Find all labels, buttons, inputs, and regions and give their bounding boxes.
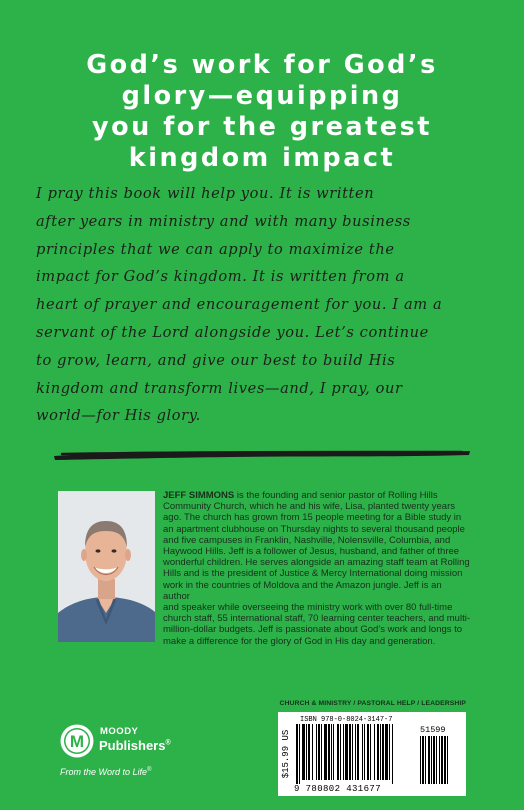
- barcode-bar: [331, 724, 332, 780]
- bio-text: church staff, 55 international staff, 70 learning center teachers, and multi-: [163, 613, 470, 625]
- addon-bar: [439, 736, 440, 784]
- barcode-bar: [296, 724, 298, 784]
- barcode-bar: [357, 724, 359, 780]
- quote-line: servant of the Lord alongside you. Let’s continue: [36, 323, 429, 341]
- barcode-bar: [370, 724, 371, 780]
- quote-line: to grow, learn, and give our best to build His: [36, 351, 396, 369]
- addon-bar: [425, 736, 426, 784]
- barcode-bar: [362, 724, 363, 780]
- bio-text: is the founding and senior pastor of Rolling Hills: [234, 490, 438, 501]
- barcode-bar: [299, 724, 300, 784]
- barcode-bar: [355, 724, 356, 780]
- category-label: CHURCH & MINISTRY / PASTORAL HELP / LEADERSHIP: [279, 700, 466, 707]
- addon-bar: [422, 736, 424, 784]
- barcode-bar: [318, 724, 320, 780]
- author-bio: [163, 490, 471, 647]
- barcode-area: [278, 712, 466, 796]
- quote-line: impact for God’s kingdom. It is written from a: [36, 268, 405, 286]
- bio-text: an apartment clubhouse on Thursday nights to several thousand people: [163, 523, 465, 535]
- bio-text: work in the countries of Moldova and the Amazon jungle. Jeff is an author: [163, 579, 442, 602]
- publisher-name-text: Publishers: [99, 738, 166, 753]
- headline-line: you for the greatest: [92, 112, 432, 142]
- addon-bar: [436, 736, 437, 784]
- barcode-bar: [302, 724, 305, 780]
- quote-line: I pray this book will help you. It is written: [36, 185, 375, 202]
- publisher-name-bottom: [99, 738, 171, 753]
- barcode-bar: [333, 724, 334, 780]
- bio-text: and five campuses in Franklin, Nashville, Nolensville, Columbia, and: [163, 534, 451, 546]
- bio-text: Community Church, which he and his wife, Lisa, planted twenty years: [163, 501, 455, 513]
- barcode-bar: [337, 724, 339, 780]
- author-name: JEFF SIMMONS: [163, 490, 235, 501]
- addon-bar: [441, 736, 443, 784]
- bio-text: million-dollar budgets. Jeff is passionate about God’s work and longs to: [163, 624, 463, 636]
- quote-line: principles that we can apply to maximize the: [36, 240, 395, 258]
- tagline-text: From the Word to Life: [60, 767, 148, 777]
- trademark: ®: [165, 739, 171, 747]
- barcode-bar: [340, 724, 341, 780]
- headline-line: kingdom impact: [128, 143, 396, 173]
- price-text: $15.99 US: [281, 729, 291, 779]
- barcode-bar: [321, 724, 322, 780]
- moody-m-logo-icon: [60, 724, 94, 758]
- barcode-number: 9 780802 431677: [294, 784, 382, 794]
- barcode-bar: [392, 724, 393, 784]
- tagline-mark: ®: [147, 767, 152, 773]
- bio-text: ago. The church has grown from 15 people meeting for a Bible study in: [163, 512, 462, 524]
- publisher-logo: [60, 722, 220, 790]
- barcode-bar: [345, 724, 348, 780]
- barcode-bar: [328, 724, 330, 780]
- quote-line: world—for His glory.: [36, 407, 201, 425]
- publisher-name-top: MOODY: [100, 726, 139, 737]
- bio-text: Hills and is the president of Justice & Mercy International doing mission: [163, 568, 463, 580]
- publisher-tagline: [60, 767, 151, 777]
- logo-letter: M: [69, 732, 85, 751]
- price-label: [279, 722, 293, 786]
- barcode-bar: [343, 724, 344, 780]
- barcode-bar: [377, 724, 379, 780]
- addon-bar: [420, 736, 421, 784]
- bio-text: make a difference for the glory of God in His day and generation.: [163, 635, 436, 647]
- barcode-bar: [382, 724, 384, 780]
- addon-bar: [433, 736, 435, 784]
- barcode-bar: [316, 724, 317, 780]
- barcode-bar: [389, 724, 390, 780]
- barcode-bar: [385, 724, 388, 780]
- quote-line: heart of prayer and encouragement for you. I am a: [36, 296, 443, 314]
- headline: [40, 50, 484, 174]
- barcode-bar: [367, 724, 369, 780]
- bio-text: wonderful children. He serves alongside an amazing staff team at Rolling: [163, 557, 470, 569]
- addon-bar: [447, 736, 448, 784]
- barcode-bar: [306, 724, 307, 780]
- headline-line: glory—equipping: [121, 81, 403, 111]
- addon-bar: [428, 736, 430, 784]
- barcode-bar: [308, 724, 310, 780]
- isbn-label: ISBN 978-0-8024-3147-7: [300, 716, 393, 724]
- barcode-bar: [374, 724, 375, 780]
- author-quote: [36, 180, 496, 430]
- quote-line: after years in ministry and with many business: [36, 212, 411, 230]
- quote-line: kingdom and transform lives—and, I pray, our: [36, 379, 403, 397]
- brush-stroke-divider: [52, 447, 472, 461]
- addon-bar: [431, 736, 432, 784]
- headline-line: God’s work for God’s: [86, 50, 438, 80]
- barcode-bar: [380, 724, 381, 780]
- barcode-bar: [364, 724, 365, 780]
- barcode-bar: [312, 724, 313, 780]
- barcode-bar: [324, 724, 327, 780]
- bio-text: Haywood Hills. Jeff is a follower of Jesus, husband, and father of three: [163, 546, 460, 558]
- addon-bar: [444, 736, 446, 784]
- barcode-bar: [352, 724, 353, 780]
- bio-text: and speaker while overseeing the ministry work with over 80 full-time: [163, 602, 453, 614]
- barcode-bar: [349, 724, 351, 780]
- author-photo: [58, 491, 155, 642]
- addon-number: 51599: [420, 725, 446, 735]
